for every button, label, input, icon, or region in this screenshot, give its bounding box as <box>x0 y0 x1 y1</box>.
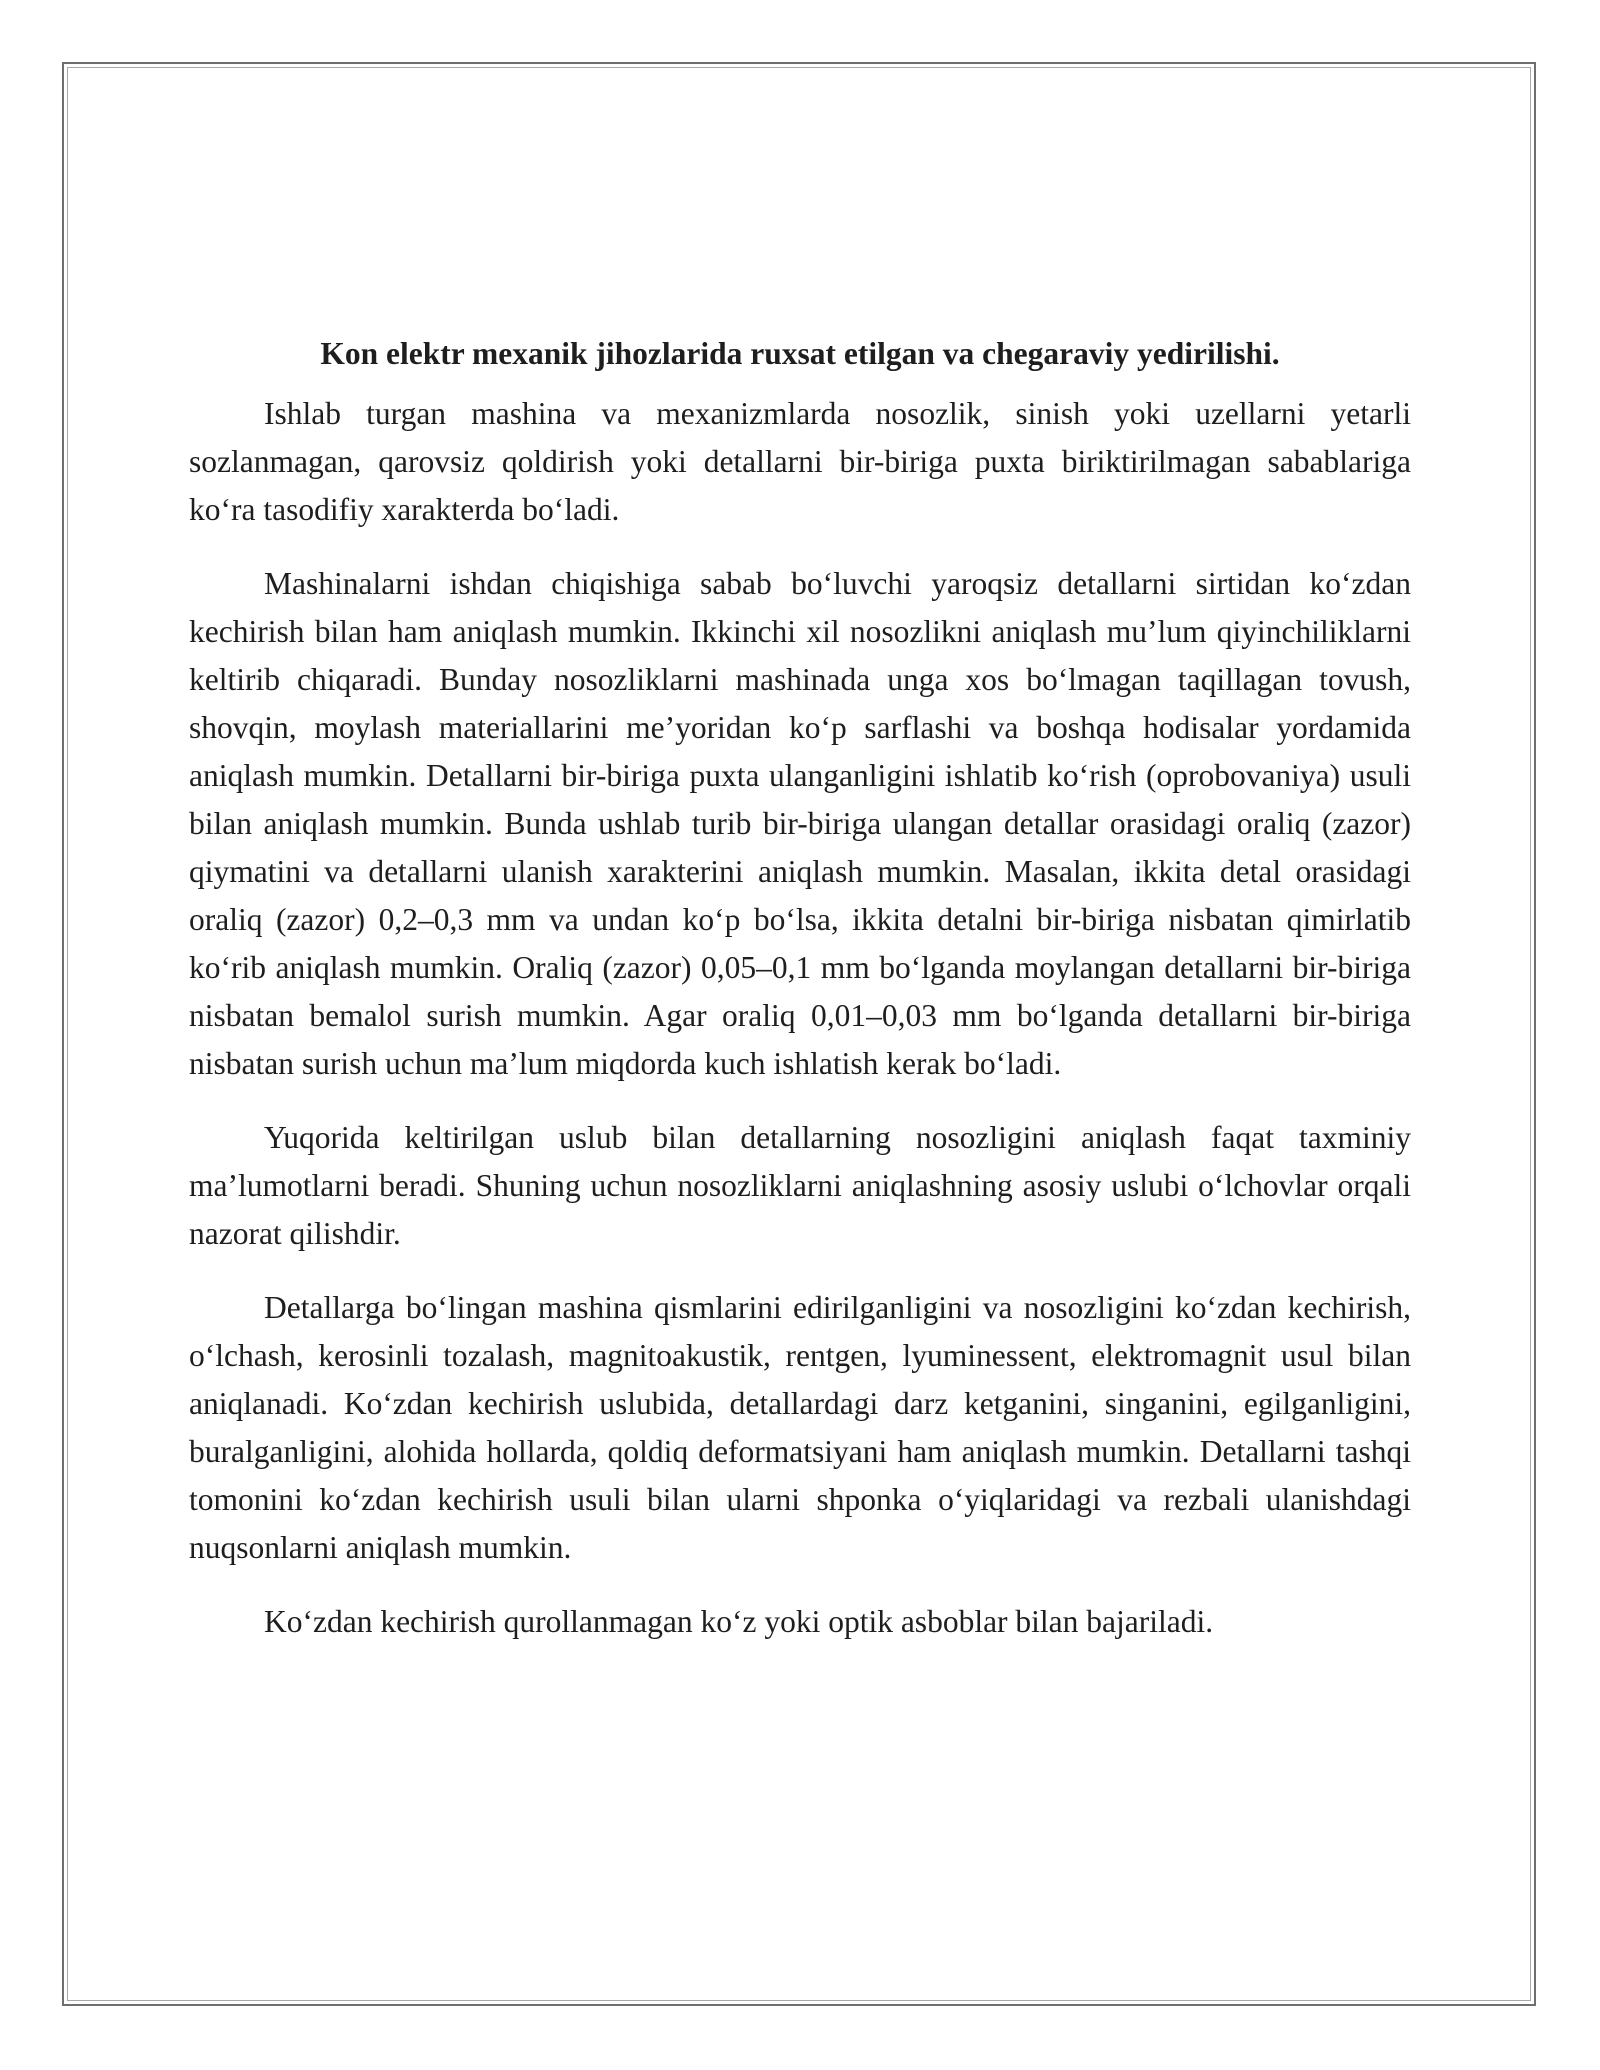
paragraph-4: Detallarga bo‘lingan mashina qismlarini edirilganligini va nosozligini ko‘zdan kechirish, o‘lchash, kerosinli tozalash, magnitoakustik, rentgen, lyuminessent, elektromagnit usul bilan aniqlanadi. Ko‘zdan kechirish uslubida, detallardagi darz ketganini, singanini, egilganligini, buralganligini, alohida hollarda, qoldiq deformatsiyani ham aniqlash mumkin. Detallarni tashqi tomonini ko‘zdan kechirish usuli bilan ularni shponka o‘yiqlaridagi va rezbali ulanishdagi nuqsonlarni aniqlash mumkin. <box>189 1290 1411 1565</box>
paragraph-3: Yuqorida keltirilgan uslub bilan detallarning nosozligini aniqlash faqat taxminiy ma’lumotlarni beradi. Shuning uchun nosozliklarni aniqlashning asosiy uslubi o‘lchovlar orqali nazorat qilishdir. <box>189 1120 1411 1251</box>
document-title: Kon elektr mexanik jihozlarida ruxsat etilgan va chegaraviy yedirilishi. <box>320 336 1280 371</box>
paragraph-5: Ko‘zdan kechirish qurollanmagan ko‘z yoki optik asboblar bilan bajariladi. <box>264 1604 1214 1639</box>
paragraph-1: Ishlab turgan mashina va mexanizmlarda nosozlik, sinish yoki uzellarni yetarli sozlanmagan, qarovsiz qoldirish yoki detallarni bir-biriga puxta biriktirilmagan sabablariga ko‘ra tasodifiy xarakterda bo‘ladi. <box>189 396 1411 527</box>
paragraph-2: Mashinalarni ishdan chiqishiga sabab bo‘luvchi yaroqsiz detallarni sirtidan ko‘zdan kechirish bilan ham aniqlash mumkin. Ikkinchi xil nosozlikni aniqlash mu’lum qiyinchiliklarni keltirib chiqaradi. Bunday nosozliklarni mashinada unga xos bo‘lmagan taqillagan tovush, shovqin, moylash materiallarini me’yoridan ko‘p sarflashi va boshqa hodisalar yordamida aniqlash mumkin. Detallarni bir-biriga puxta ulanganligini ishlatib ko‘rish (oprobovaniya) usuli bilan aniqlash mumkin. Bunda ushlab turib bir-biriga ulangan detallar orasidagi oraliq (zazor) qiymatini va detallarni ulanish xarakterini aniqlash mumkin. Masalan, ikkita detal orasidagi oraliq (zazor) 0,2–0,3 mm va undan ko‘p bo‘lsa, ikkita detalni bir-biriga nisbatan qimirlatib ko‘rib aniqlash mumkin. Oraliq (zazor) 0,05–0,1 mm bo‘lganda moylangan detallarni bir-biriga nisbatan bemalol surish mumkin. Agar oraliq 0,01–0,03 mm bo‘lganda detallarni bir-biriga nisbatan surish uchun ma’lum miqdorda kuch ishlatish kerak bo‘ladi. <box>189 566 1411 1081</box>
document-body <box>189 330 1411 1672</box>
